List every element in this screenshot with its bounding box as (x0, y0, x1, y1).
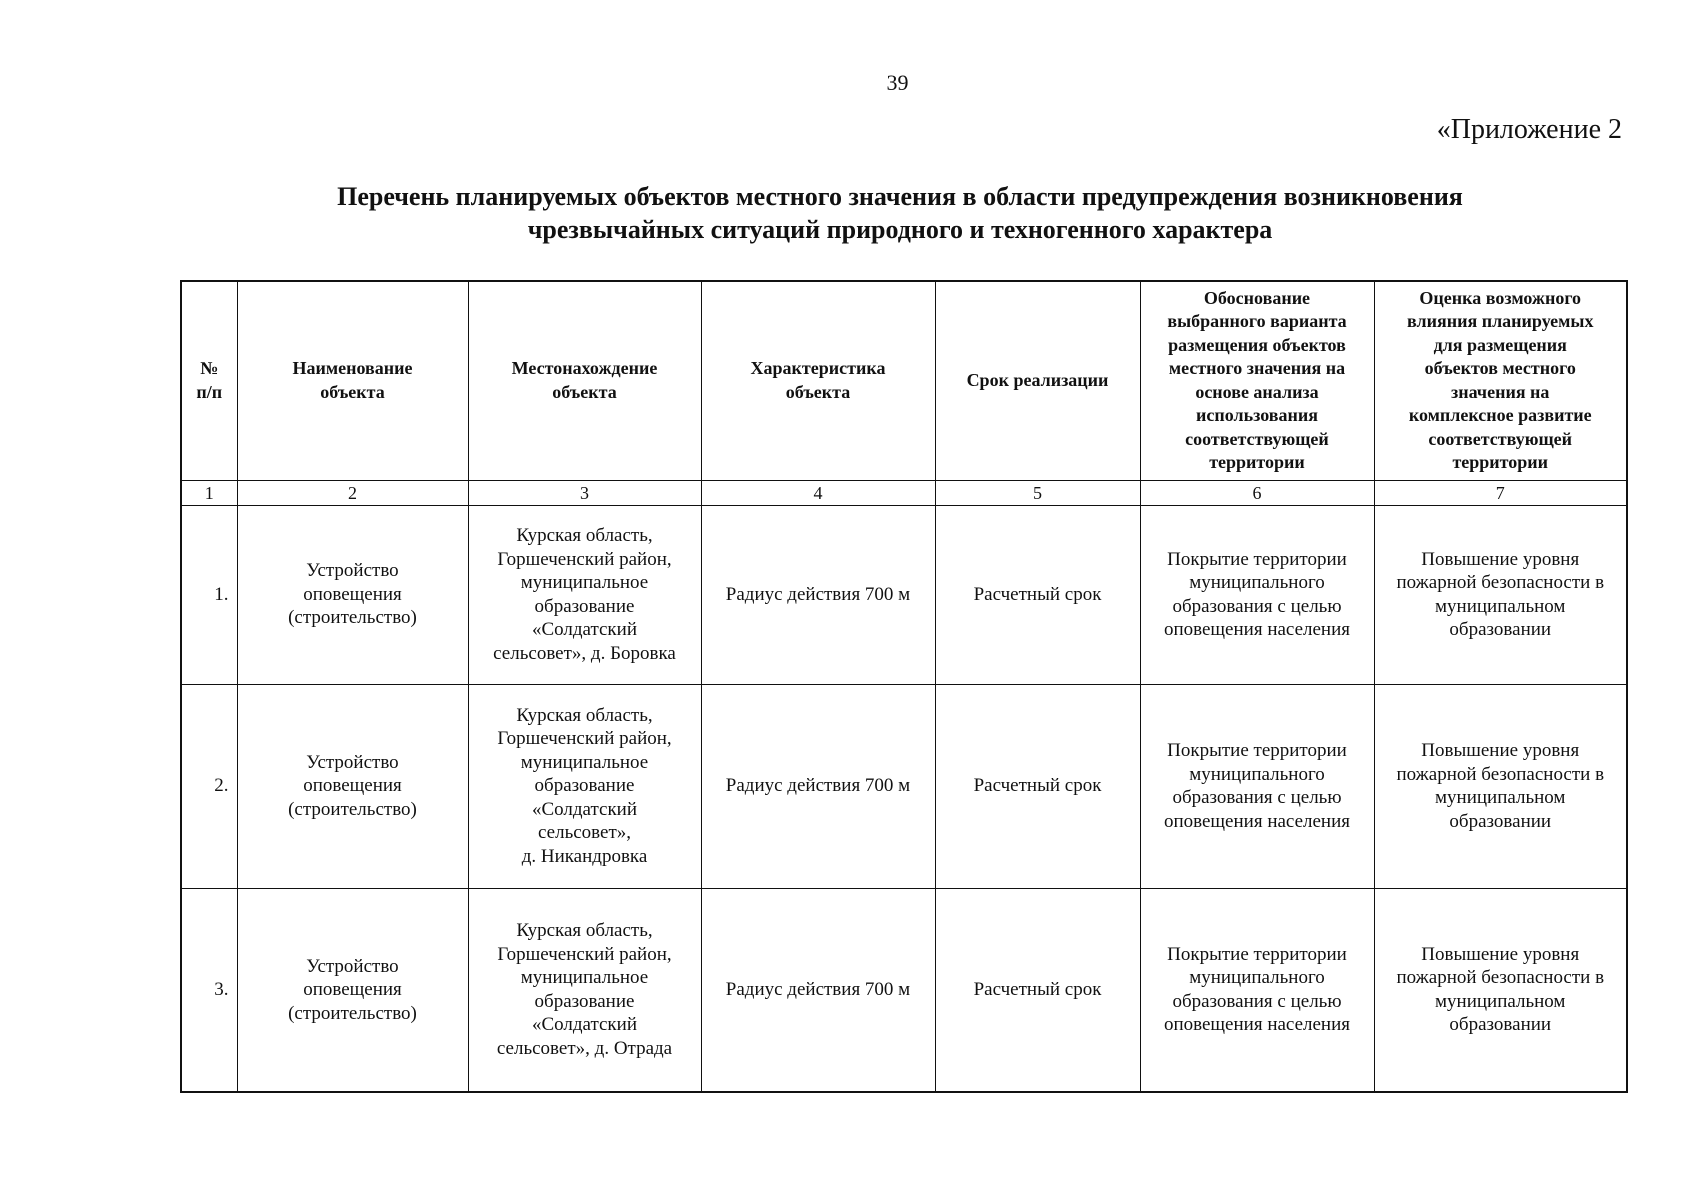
cell-line: оповещения (303, 583, 402, 605)
table-row (181, 684, 1627, 888)
document-title (180, 180, 1620, 246)
cell-line: муниципальном (1435, 990, 1566, 1012)
placement-justification (1140, 684, 1374, 888)
cell-line: влияния планируемых (1407, 311, 1594, 332)
column-number: 2 (237, 480, 468, 505)
cell-line: местного значения на (1168, 358, 1346, 379)
cell-line: Курская область, (516, 920, 653, 942)
cell-line: «Солдатский (531, 619, 638, 640)
cell-line: Срок реализации (966, 370, 1109, 390)
table-row (181, 888, 1627, 1092)
cell-line: муниципальное (520, 572, 649, 593)
column-number: 6 (1140, 480, 1374, 505)
cell-line: Обоснование (1203, 287, 1311, 308)
implementation-term: Расчетный срок (935, 888, 1140, 1092)
cell-line: оповещения (303, 775, 402, 797)
header-cell (1140, 281, 1374, 480)
placement-justification (1140, 888, 1374, 1092)
cell-line: муниципального (1189, 572, 1325, 593)
cell-line: Повышение уровня (1421, 548, 1580, 570)
cell-line: Покрытие территории (1167, 740, 1347, 761)
cell-line: Курская область, (516, 704, 653, 726)
cell-line: объектов местного (1424, 358, 1576, 379)
implementation-term: Расчетный срок (935, 505, 1140, 684)
cell-line: д. Никандровка (521, 845, 648, 867)
cell-line: оповещения населения (1163, 619, 1351, 640)
column-number: 4 (701, 480, 935, 505)
row-number: 3. (181, 888, 237, 1092)
cell-line: размещения объектов (1168, 334, 1346, 355)
title-line-2: чрезвычайных ситуаций природного и техногенного характера (527, 215, 1273, 244)
cell-line: основе анализа (1195, 381, 1319, 402)
cell-line: муниципальное (520, 751, 649, 773)
cell-line: образования с целью (1172, 787, 1342, 808)
placement-justification (1140, 505, 1374, 684)
column-number: 7 (1374, 480, 1627, 505)
cell-line: Устройство (306, 560, 399, 582)
header-cell (935, 281, 1140, 480)
cell-line: № (200, 358, 219, 379)
cell-line: «Солдатский (531, 798, 638, 820)
cell-line: образовании (1449, 1014, 1552, 1036)
header-cell (701, 281, 935, 480)
header-cell (237, 281, 468, 480)
cell-line: оповещения населения (1163, 1014, 1351, 1036)
cell-line: сельсовет», д. Боровка (493, 642, 676, 664)
appendix-label: «Приложение 2 (1436, 114, 1622, 145)
cell-line: муниципальном (1435, 787, 1566, 808)
cell-line: соответствующей (1185, 428, 1329, 449)
cell-line: пожарной безопасности в (1396, 572, 1605, 593)
column-number: 5 (935, 480, 1140, 505)
cell-line: Горшеченский район, (497, 728, 672, 750)
cell-line: (строительство) (288, 798, 417, 820)
implementation-term: Расчетный срок (935, 684, 1140, 888)
title-line-1: Перечень планируемых объектов местного значения в области предупреждения возникновения (337, 182, 1463, 211)
cell-line: объекта (785, 381, 851, 402)
cell-line: муниципальном (1435, 595, 1566, 617)
cell-line: оповещения населения (1163, 810, 1351, 832)
cell-line: (строительство) (288, 1002, 417, 1024)
cell-line: Характеристика (750, 358, 886, 379)
cell-line: Повышение уровня (1421, 943, 1580, 965)
cell-line: п/п (196, 381, 223, 402)
cell-line: объекта (552, 381, 617, 402)
cell-line: образование (534, 595, 635, 617)
cell-line: образования с целью (1172, 990, 1342, 1012)
object-name (237, 888, 468, 1092)
cell-line: выбранного варианта (1167, 311, 1347, 332)
object-name (237, 505, 468, 684)
row-number: 2. (181, 684, 237, 888)
header-cell (1374, 281, 1627, 480)
cell-line: объекта (320, 381, 385, 402)
object-location (468, 888, 701, 1092)
column-number-row (181, 480, 1627, 505)
header-cell (181, 281, 237, 480)
cell-line: образования с целью (1172, 595, 1342, 617)
cell-line: Курская область, (516, 525, 653, 546)
object-characteristic: Радиус действия 700 м (701, 684, 935, 888)
cell-line: соответствующей (1428, 428, 1573, 449)
impact-assessment (1374, 888, 1627, 1092)
cell-line: сельсовет», (537, 822, 632, 844)
objects-table (180, 280, 1628, 1093)
cell-line: использования (1195, 405, 1318, 426)
object-location (468, 684, 701, 888)
cell-line: «Солдатский (531, 1014, 638, 1036)
object-name (237, 684, 468, 888)
cell-line: Горшеченский район, (497, 548, 672, 570)
cell-line: образовании (1449, 619, 1552, 640)
cell-line: Покрытие территории (1167, 943, 1347, 965)
cell-line: муниципального (1189, 967, 1325, 989)
impact-assessment (1374, 684, 1627, 888)
header-cell (468, 281, 701, 480)
object-characteristic: Радиус действия 700 м (701, 888, 935, 1092)
cell-line: оповещения (303, 979, 402, 1000)
column-number: 1 (181, 480, 237, 505)
cell-line: муниципальное (520, 967, 649, 989)
object-characteristic: Радиус действия 700 м (701, 505, 935, 684)
cell-line: для размещения (1433, 334, 1567, 355)
cell-line: Горшеченский район, (497, 943, 672, 965)
cell-line: территории (1209, 452, 1305, 473)
cell-line: пожарной безопасности в (1396, 967, 1605, 989)
impact-assessment (1374, 505, 1627, 684)
cell-line: территории (1452, 452, 1549, 473)
cell-line: (строительство) (288, 607, 417, 629)
cell-line: комплексное развитие (1408, 405, 1592, 426)
page-number: 39 (886, 70, 909, 95)
cell-line: пожарной безопасности в (1396, 763, 1605, 785)
cell-line: образование (534, 775, 635, 797)
row-number: 1. (181, 505, 237, 684)
cell-line: образовании (1449, 810, 1552, 832)
cell-line: Повышение уровня (1421, 740, 1580, 761)
cell-line: Оценка возможного (1419, 287, 1582, 308)
cell-line: Покрытие территории (1167, 548, 1347, 570)
table-row (181, 505, 1627, 684)
cell-line: Устройство (306, 751, 399, 773)
cell-line: образование (534, 990, 635, 1012)
cell-line: Устройство (306, 955, 399, 977)
cell-line: муниципального (1189, 763, 1325, 785)
header-row (181, 281, 1627, 480)
column-number: 3 (468, 480, 701, 505)
object-location (468, 505, 701, 684)
cell-line: сельсовет», д. Отрада (496, 1037, 673, 1059)
cell-line: значения на (1451, 381, 1550, 402)
cell-line: Наименование (292, 358, 413, 379)
cell-line: Местонахождение (511, 358, 658, 379)
